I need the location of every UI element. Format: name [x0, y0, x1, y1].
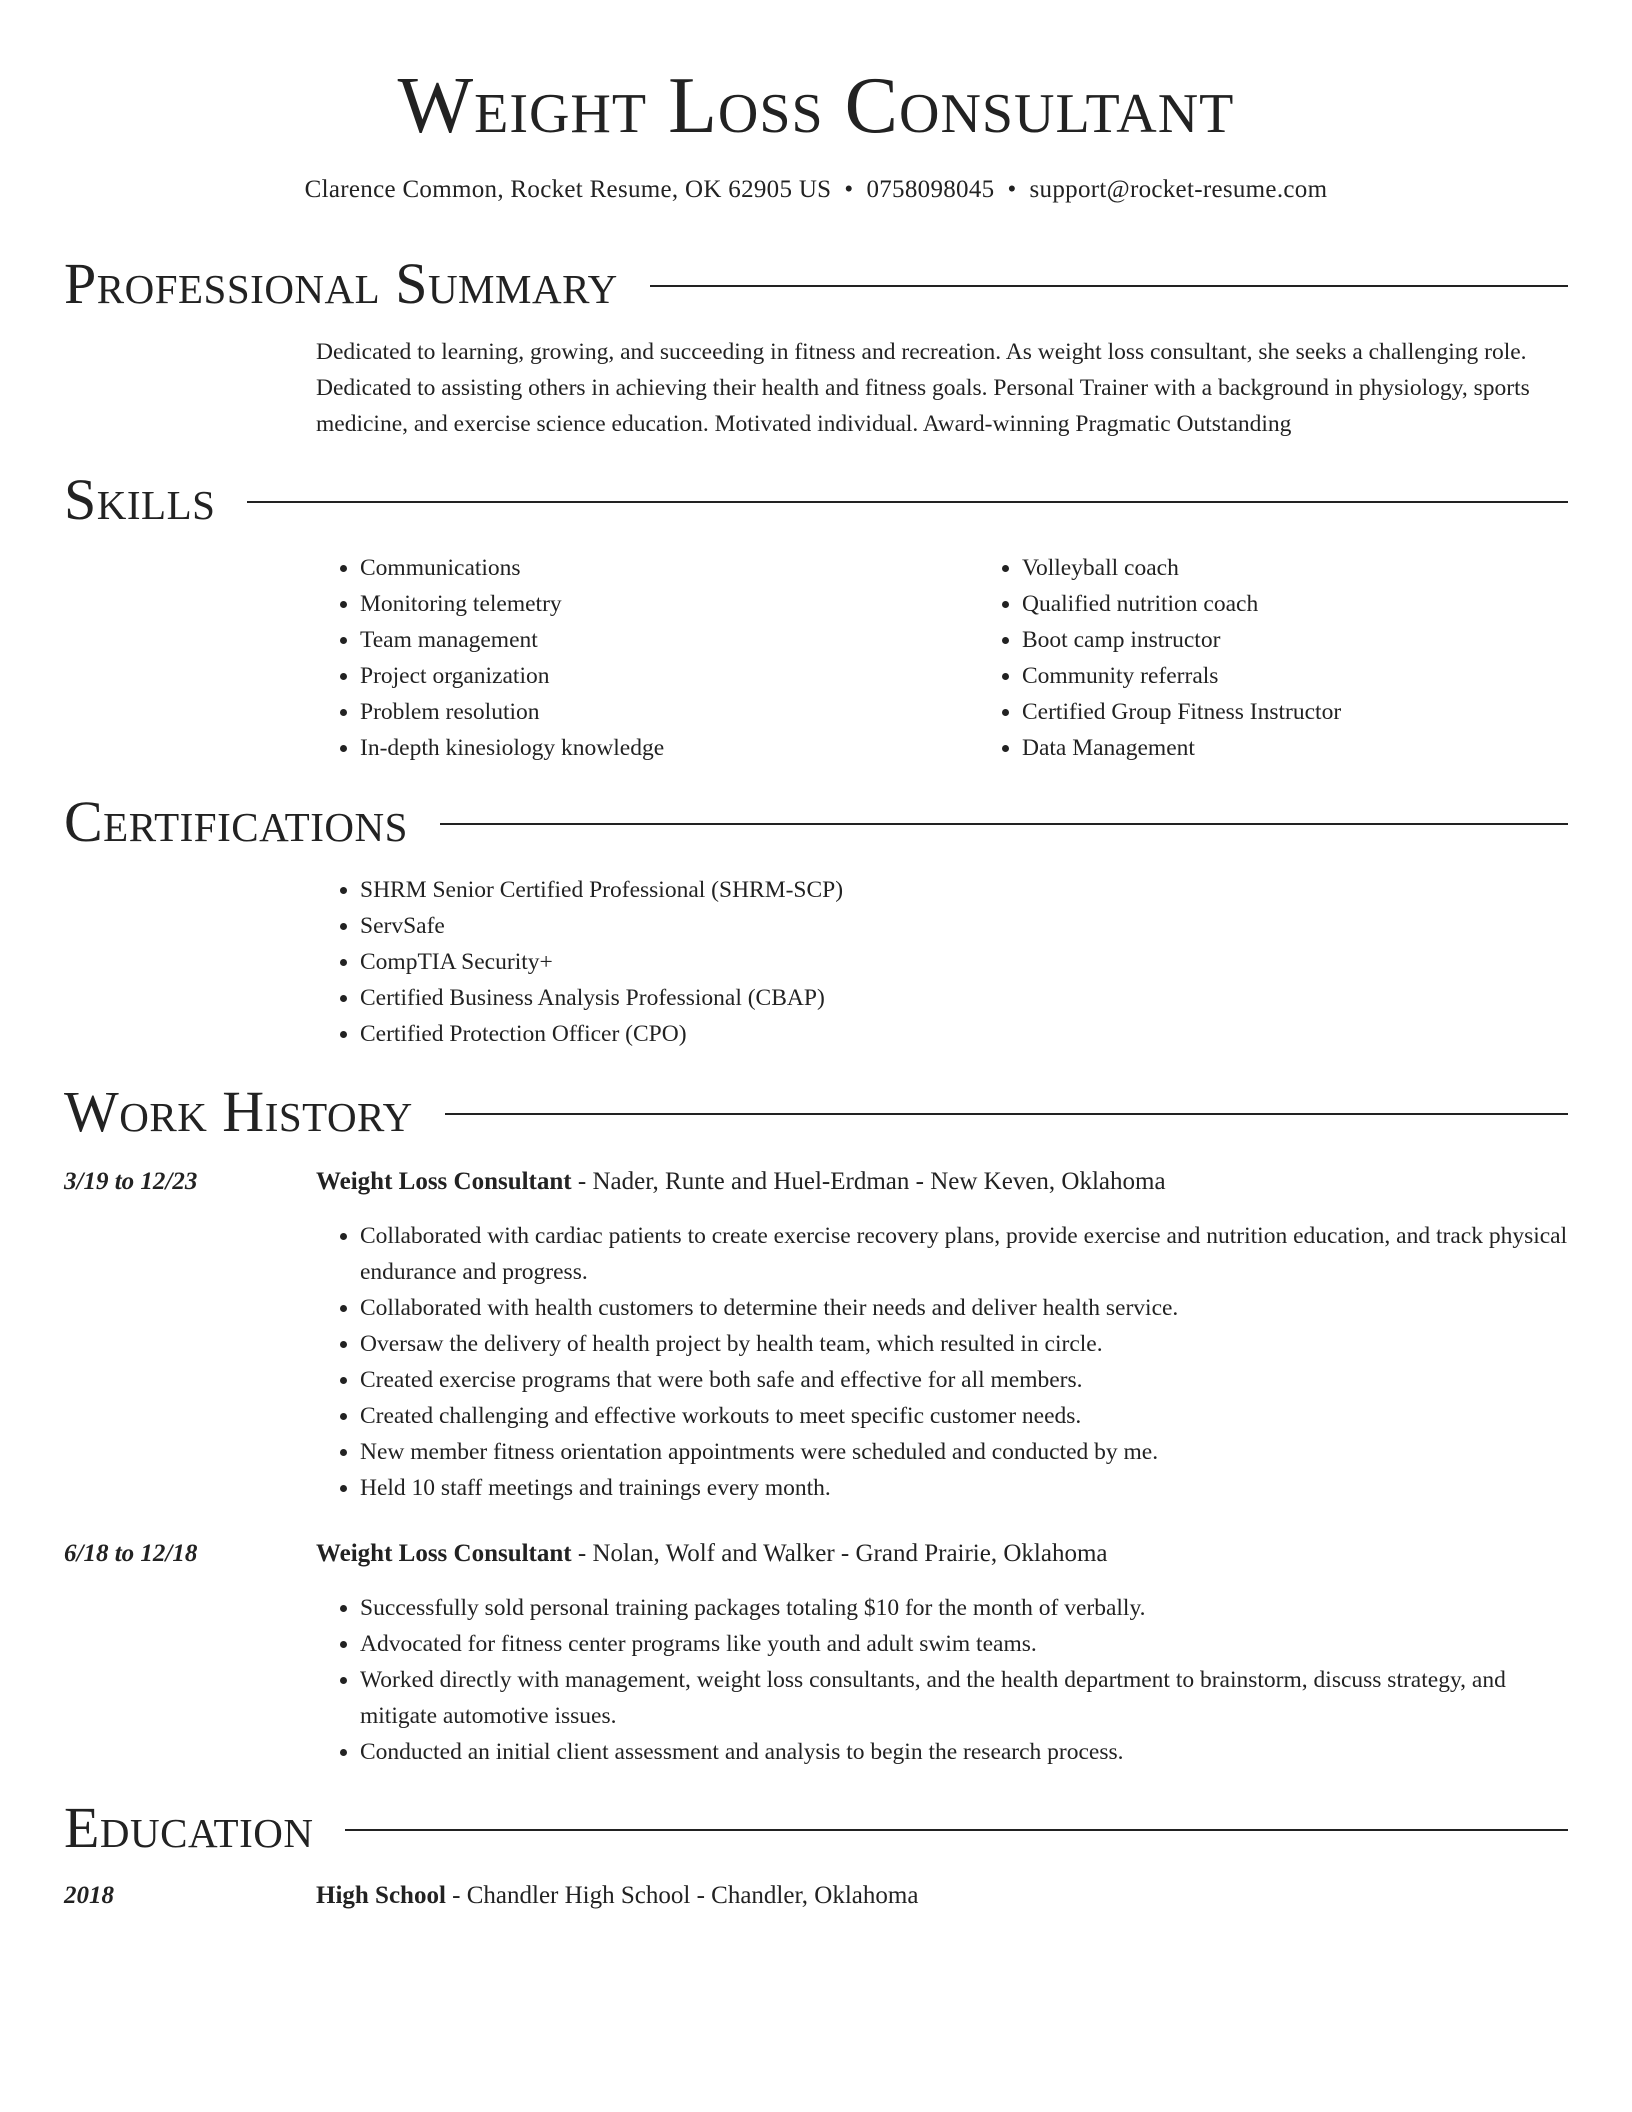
summary-block: [316, 334, 1568, 442]
summary-text: Dedicated to learning, growing, and succeeding in fitness and recreation. As weight loss consultant, she seeks a challenging role. Dedicated to assisting others in achieving their health and fitness goals. Personal Trainer with a background in physiology, sports medicine, and exercise science education. Motivated individual. Award-winning Pragmatic Outstanding: [316, 339, 1530, 437]
job-bullet: • Held 10 staff meetings and trainings every month.: [360, 1470, 1568, 1506]
section-divider: [440, 823, 1568, 825]
contact-separator: •: [1007, 176, 1017, 203]
job-title-line: [316, 1536, 1108, 1572]
skills-list-right: [978, 550, 1632, 766]
contact-line: [0, 172, 1632, 208]
job-details: - Nader, Runte and Huel-Erdman - New Keven, Oklahoma: [571, 1168, 1166, 1195]
candidate-name: Weight Loss Consultant: [397, 62, 1235, 150]
skill-item: • Project organization: [360, 658, 978, 694]
job-bullet: • Created challenging and effective workouts to meet specific customer needs.: [360, 1398, 1568, 1434]
certification-item: • SHRM Senior Certified Professional (SHRM-SCP): [360, 872, 1568, 908]
skill-item: • Volleyball coach: [1022, 550, 1632, 586]
job-dates: 3/19 to 12/23: [64, 1168, 198, 1195]
certifications-heading: Certifications: [64, 789, 408, 854]
skills-section-header: [64, 468, 1568, 532]
job-bullet: • Created exercise programs that were both safe and effective for all members.: [360, 1362, 1568, 1398]
section-divider: [445, 1113, 1568, 1115]
job-bullet: • Successfully sold personal training packages totaling $10 for the month of verbally.: [360, 1590, 1568, 1626]
certification-item: • Certified Protection Officer (CPO): [360, 1016, 1568, 1052]
skill-item: • Data Management: [1022, 730, 1632, 766]
certifications-block: [316, 872, 1568, 1052]
skill-item: • Team management: [360, 622, 978, 658]
job-bullet: • New member fitness orientation appointments were scheduled and conducted by me.: [360, 1434, 1568, 1470]
section-divider: [345, 1829, 1568, 1831]
job-details: - Nolan, Wolf and Walker - Grand Prairie, Oklahoma: [571, 1540, 1108, 1567]
certification-item: • ServSafe: [360, 908, 1568, 944]
education-heading: Education: [64, 1795, 314, 1860]
contact-separator: •: [844, 176, 854, 203]
job-bullet: • Oversaw the delivery of health project by health team, which resulted in circle.: [360, 1326, 1568, 1362]
job-bullet: • Collaborated with cardiac patients to create exercise recovery plans, provide exercise and nutrition education, and track physical endurance and progress.: [360, 1218, 1568, 1290]
work-section-header: [64, 1080, 1568, 1144]
skills-block: [316, 550, 1568, 766]
work-heading: Work History: [64, 1079, 413, 1144]
job-dates: 6/18 to 12/18: [64, 1540, 198, 1567]
summary-heading: Professional Summary: [64, 251, 618, 316]
summary-section-header: [64, 252, 1568, 316]
contact-address: Clarence Common, Rocket Resume, OK 62905 US: [304, 176, 832, 203]
skill-item: • Communications: [360, 550, 978, 586]
education-title-line: [316, 1878, 918, 1914]
job-title: Weight Loss Consultant: [316, 1168, 572, 1195]
skills-heading: Skills: [64, 467, 216, 532]
education-degree: High School: [316, 1882, 446, 1909]
job-bullet: • Worked directly with management, weight loss consultants, and the health department to brainstorm, discuss strategy, and mitigate automotive issues.: [360, 1662, 1568, 1734]
skill-item: • Monitoring telemetry: [360, 586, 978, 622]
job-bullet: • Conducted an initial client assessment and analysis to begin the research process.: [360, 1734, 1568, 1770]
contact-phone: 0758098045: [866, 176, 995, 203]
job-bullets-block: [316, 1590, 1568, 1770]
certifications-list: [316, 872, 1568, 1052]
job-bullets-block: [316, 1218, 1568, 1506]
skill-item: • Problem resolution: [360, 694, 978, 730]
job-bullets: [316, 1218, 1568, 1506]
skill-item: • Boot camp instructor: [1022, 622, 1632, 658]
job-bullet: • Advocated for fitness center programs like youth and adult swim teams.: [360, 1626, 1568, 1662]
contact-email: support@rocket-resume.com: [1029, 176, 1328, 203]
certification-item: • CompTIA Security+: [360, 944, 1568, 980]
skill-item: • In-depth kinesiology knowledge: [360, 730, 978, 766]
skill-item: • Certified Group Fitness Instructor: [1022, 694, 1632, 730]
skill-item: • Qualified nutrition coach: [1022, 586, 1632, 622]
section-divider: [650, 285, 1568, 287]
certifications-section-header: [64, 790, 1568, 854]
job-bullets: [316, 1590, 1568, 1770]
skills-list-left: [316, 550, 978, 766]
job-title-line: [316, 1164, 1166, 1200]
education-year: 2018: [64, 1882, 114, 1909]
job-title: Weight Loss Consultant: [316, 1540, 572, 1567]
job-bullet: • Collaborated with health customers to determine their needs and deliver health service.: [360, 1290, 1568, 1326]
skill-item: • Community referrals: [1022, 658, 1632, 694]
certification-item: • Certified Business Analysis Professional (CBAP): [360, 980, 1568, 1016]
education-details: - Chandler High School - Chandler, Oklahoma: [445, 1882, 919, 1909]
education-section-header: [64, 1796, 1568, 1860]
section-divider: [247, 501, 1568, 503]
